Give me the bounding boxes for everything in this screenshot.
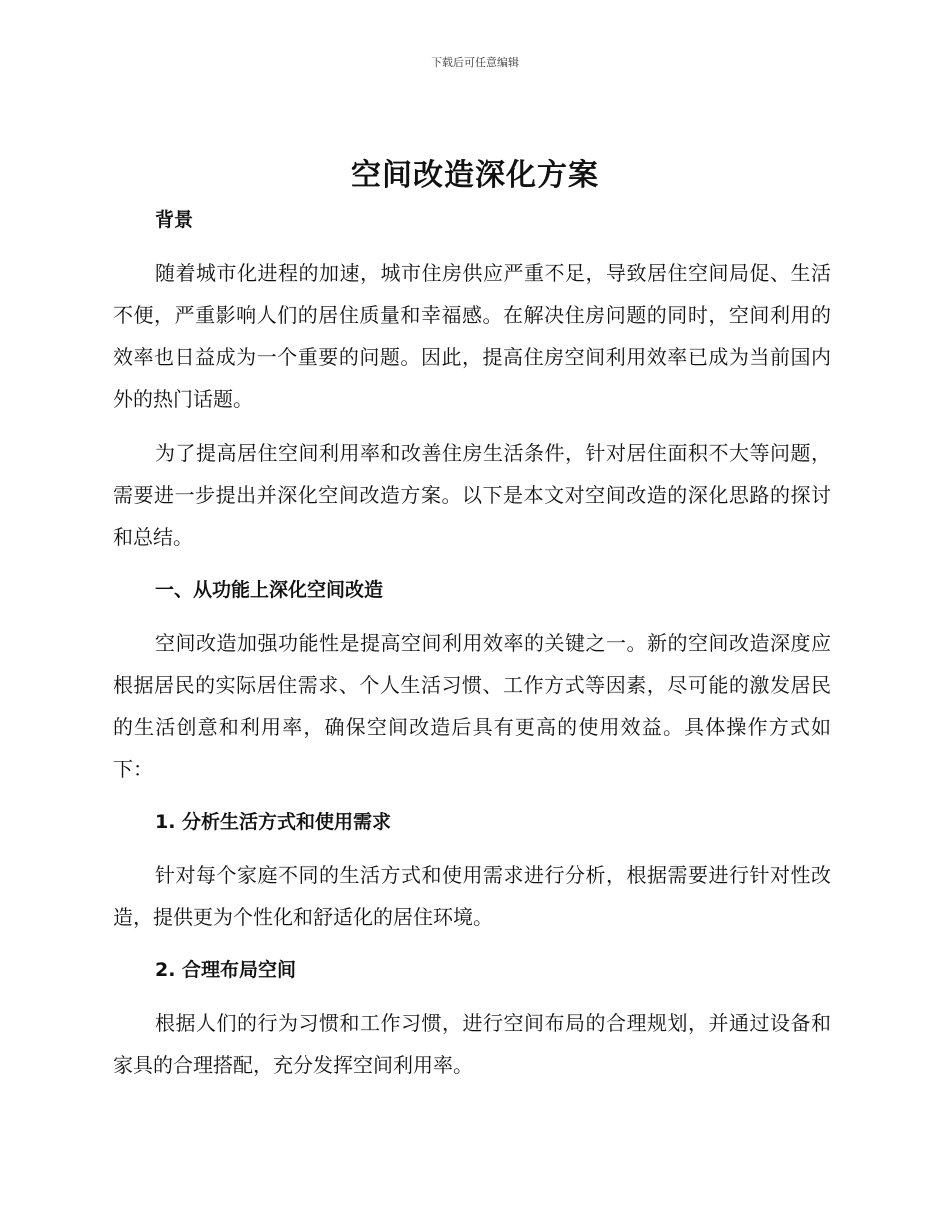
section-heading-background: 背景 bbox=[155, 209, 194, 231]
paragraph-item-2: 根据人们的行为习惯和工作习惯，进行空间布局的合理规划，并通过设备和家具的合理搭配，充分发挥空间利用率。 bbox=[113, 1011, 831, 1077]
document-body bbox=[113, 200, 831, 1086]
document-title: 空间改造深化方案 bbox=[351, 158, 599, 193]
section-heading-1: 一、从功能上深化空间改造 bbox=[155, 579, 384, 601]
paragraph-section-1: 空间改造加强功能性是提高空间利用效率的关键之一。新的空间改造深度应根据居民的实际居住需求、个人生活习惯、工作方式等因素，尽可能的激发居民的生活创意和利用率，确保空间改造后具有更高的使用效益。具体操作方式如下： bbox=[113, 631, 831, 781]
item-heading-1: 1. 分析生活方式和使用需求 bbox=[155, 811, 392, 833]
paragraph-background-1: 随着城市化进程的加速，城市住房供应严重不足，导致居住空间局促、生活不便，严重影响人们的居住质量和幸福感。在解决住房问题的同时，空间利用的效率也日益成为一个重要的问题。因此，提高住房空间利用效率已成为当前国内外的热门话题。 bbox=[113, 261, 831, 411]
header-note: 下载后可任意编辑 bbox=[431, 56, 519, 69]
paragraph-item-1: 针对每个家庭不同的生活方式和使用需求进行分析，根据需要进行针对性改造，提供更为个性化和舒适化的居住环境。 bbox=[113, 863, 831, 929]
paragraph-background-2: 为了提高居住空间利用率和改善住房生活条件，针对居住面积不大等问题，需要进一步提出并深化空间改造方案。以下是本文对空间改造的深化思路的探讨和总结。 bbox=[113, 441, 831, 549]
item-heading-2: 2. 合理布局空间 bbox=[155, 959, 297, 981]
